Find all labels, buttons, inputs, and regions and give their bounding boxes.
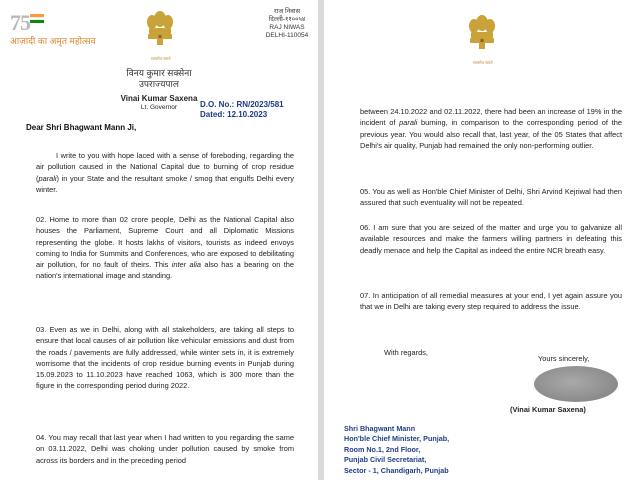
- sender-hindi: [0, 68, 318, 90]
- sender-title: Lt. Governor: [140, 104, 178, 111]
- lion-capital-emblem-icon: [462, 10, 502, 60]
- paragraph-text: ) in your State and the resultant smoke / smog that engulfs Delhi every winter.: [36, 173, 294, 194]
- addressee-line: Shri Bhagwant Mann: [344, 424, 416, 433]
- reference-block: [200, 100, 284, 120]
- salutation: Dear Shri Bhagwant Mann Ji,: [26, 123, 137, 132]
- emblem-motto: सत्यमेव जयते: [473, 60, 493, 65]
- azadi-logo-number: 75: [10, 10, 30, 35]
- letter-date: Dated: 12.10.2023: [200, 110, 268, 119]
- paragraph-italic: parali: [38, 173, 57, 183]
- redacted-signature-icon: [534, 366, 618, 402]
- paragraph-text: between 24.10.2022 and 02.11.2022, there had been an increase of 19% in the incident of: [360, 107, 622, 128]
- letterhead-line: DELHI-110054: [265, 32, 309, 39]
- paragraph-italic: inter alia: [171, 260, 201, 270]
- letterhead-line: राज निवास: [274, 8, 300, 15]
- addressee-block: [344, 424, 449, 476]
- state-emblem-icon: [140, 6, 180, 56]
- letterhead-line: RAJ NIWAS: [269, 24, 305, 31]
- addressee-line: Hon'ble Chief Minister, Punjab,: [344, 434, 450, 444]
- letter-page-2: [324, 0, 640, 480]
- paragraph-7: 07. In anticipation of all remedial measures at your end, I yet again assure you that we in Delhi are taking every step required to address the issue.: [360, 291, 622, 312]
- addressee-line: Sector - 1, Chandigarh, Punjab: [344, 465, 449, 475]
- paragraph-3: 03. Even as we in Delhi, along with all stakeholders, are taking all steps to ensure that local causes of air pollution like vehicular emissions and dust from the roads / pavements are fully addressed, while winter sets in, it is extremely worrisome that the incidents of crop residue burning events in Punjab during 15.09.2023 to 11.10.2023 have reached 1063, which is 300 more than the figure in the corresponding period during 2022.: [36, 325, 294, 391]
- paragraph-text: 02. Home to more than 02 crore people, Delhi as the National Capital also houses the Parliament, Supreme Court and all Diplomatic Missions representing the globe. It hosts lakhs of visitors, tourists as indeed envoys coming to India for Summits and Conferences, who are exposed to debilitating air pollution, for no fault of theirs. This: [36, 215, 294, 270]
- sender-name-hindi: विनय कुमार सक्सेना: [126, 68, 192, 78]
- emblem-motto: सत्यमेव जयते: [151, 56, 171, 61]
- paragraph-1: [36, 150, 294, 195]
- paragraph-italic: parali: [399, 118, 418, 128]
- letterhead-address: [258, 8, 316, 40]
- paragraph-text: I write to you with hope laced with a sense of foreboding, regarding the air pollution caused in the National Capital due to burning of crop residue (: [36, 151, 294, 183]
- paragraph-text: burning, in comparison to the corresponding period of the previous year. You would also recall that, last year, of the 05 States that affect Delhi's air quality, Punjab had remained the only non-performing outlier.: [360, 118, 622, 150]
- azadi-ka-amrit-mahotsav-logo: [10, 10, 96, 46]
- tricolor-flag-icon: [30, 14, 44, 23]
- closing-regards: With regards,: [384, 348, 428, 357]
- paragraph-4: 04. You may recall that last year when I had written to you regarding the same on 03.11.2022, Delhi was choking under pollution caused by smoke from across its borders and in the preceding period: [36, 433, 294, 465]
- paragraph-5: 05. You as well as Hon'ble Chief Minister of Delhi, Shri Arvind Kejriwal had then assured that such eventuality will not be repeated.: [360, 187, 622, 208]
- paragraph-text: also has a bearing on the nation's international image and standing.: [36, 260, 294, 281]
- sender-title-hindi: उपराज्यपाल: [139, 79, 179, 89]
- addressee-line: Punjab Civil Secretariat,: [344, 455, 427, 465]
- sender-name: Vinai Kumar Saxena: [120, 94, 198, 103]
- paragraph-6: 06. I am sure that you are seized of the matter and urge you to galvanize all available resources and make the farmers willing partners in defeating this deadly menace and help the Capital as indeed the entire NCR breath easy.: [360, 223, 622, 255]
- do-number: D.O. No.: RN/2023/581: [200, 100, 284, 109]
- letter-page-1: [0, 0, 318, 480]
- letterhead-line: दिल्ली-११००५४: [268, 16, 306, 23]
- addressee-line: Room No.1, 2nd Floor,: [344, 444, 421, 454]
- paragraph-cont: [360, 106, 622, 151]
- state-emblem-icon: [462, 10, 502, 60]
- paragraph-2: [36, 214, 294, 282]
- azadi-logo-text: आज़ादी का अमृत महोत्सव: [10, 36, 96, 46]
- closing-yours-sincerely: Yours sincerely,: [538, 354, 590, 363]
- lion-capital-emblem-icon: [140, 6, 180, 56]
- signer-name: (Vinai Kumar Saxena): [510, 405, 586, 414]
